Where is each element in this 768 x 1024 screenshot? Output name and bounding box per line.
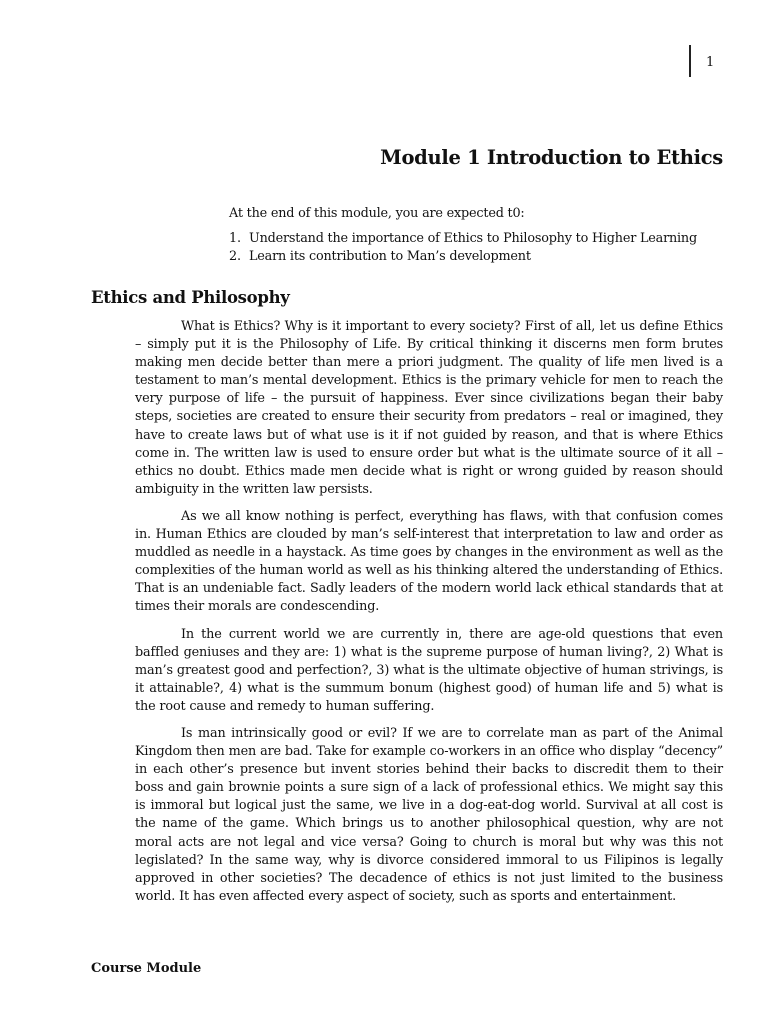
module-title: Module 1 Introduction to Ethics [380, 146, 723, 169]
objective-number: 1. [229, 231, 241, 246]
objective-text: Understand the importance of Ethics to Philosophy to Higher Learning [249, 231, 697, 246]
section-body [135, 318, 723, 915]
header-divider-line [689, 45, 691, 77]
objective-number: 2. [229, 249, 241, 264]
objectives-list [229, 230, 697, 266]
body-paragraph: In the current world we are currently in, there are age-old questions that even baffled geniuses and they are: 1) what is the supreme purpose of human living?, 2) What is man’s greatest good and perfection?, 3) what is the ultimate objective of human strivings, is it attainable?, 4) what is the summum bonum (highest good) of human life and 5) what is the root cause and remedy to human suffering. [135, 626, 723, 714]
objective-item [229, 230, 697, 248]
footer-label: Course Module [91, 961, 202, 976]
objective-text: Learn its contribution to Man’s development [249, 249, 531, 264]
section-heading: Ethics and Philosophy [91, 288, 290, 307]
objective-item [229, 248, 697, 266]
page-number: 1 [706, 55, 715, 70]
body-paragraph: As we all know nothing is perfect, everything has flaws, with that confusion comes in. Human Ethics are clouded by man’s self-interest that interpretation to law and order as muddled as needle in a haystack. As time goes by changes in the environment as well as the complexities of the human world as well as his thinking altered the understanding of Ethics. That is an undeniable fact. Sadly leaders of the modern world lack ethical standards that at times their morals are condescending. [135, 508, 723, 615]
objectives-intro: At the end of this module, you are expected t0: [229, 206, 525, 221]
body-paragraph: What is Ethics? Why is it important to every society? First of all, let us define Ethics – simply put it is the Philosophy of Life. By critical thinking it discerns men form brutes making men decide better than mere a priori judgment. The quality of life men lived is a testament to man’s mental development. Ethics is the primary vehicle for men to reach the very purpose of life – the pursuit of happiness. Ever since civilizations began their baby steps, societies are created to ensure their security from predators – real or imagined, they have to create laws but of what use is it if not guided by reason, and that is where Ethics come in. The written law is used to ensure order but what is the ultimate source of it all – ethics no doubt. Ethics made men decide what is right or wrong guided by reason should ambiguity in the written law persists. [135, 319, 723, 497]
body-paragraph: Is man intrinsically good or evil? If we are to correlate man as part of the Animal Kingdom then men are bad. Take for example co-workers in an office who display “decency” in each other’s presence but invent stories behind their backs to discredit them to their boss and gain brownie points a sure sign of a lack of professional ethics. We might say this is immoral but logical just the same, we live in a dog-eat-dog world. Survival at all cost is the name of the game. Which brings us to another philosophical question, why are not moral acts are not legal and vice versa? Going to church is moral but why was this not legislated? In the same way, why is divorce considered immoral to us Filipinos is legally approved in other societies? The decadence of ethics is not just limited to the business world. It has even affected every aspect of society, such as sports and entertainment. [135, 725, 723, 904]
